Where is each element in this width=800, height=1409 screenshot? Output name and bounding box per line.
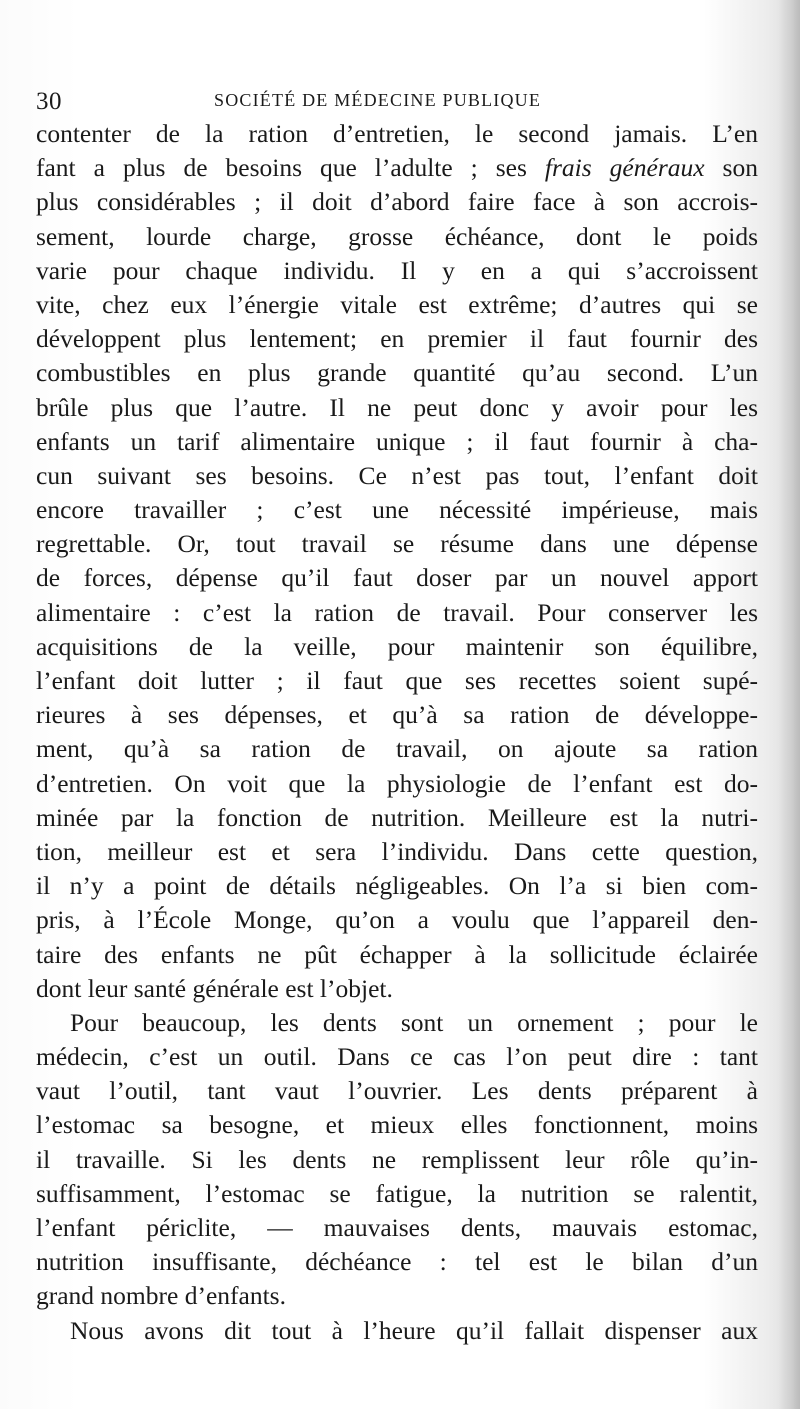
page-number: 30 <box>36 88 62 115</box>
text-line: sement, lourde charge, grosse échéance, dont le poids <box>36 221 758 251</box>
text-line: enfants un tarif alimentaire unique ; il faut fournir à cha- <box>36 426 758 456</box>
text-line: d’entretien. On voit que la physiologie de l’enfant est do- <box>36 768 758 798</box>
italic-phrase: frais généraux <box>544 153 705 183</box>
text-line: il travaille. Si les dents ne remplissent leur rôle qu’in- <box>36 1144 758 1174</box>
text-line: il n’y a point de détails négligeables. On l’a si bien com- <box>36 871 758 901</box>
text-line: varie pour chaque individu. Il y en a qui s’accroissent <box>36 255 758 285</box>
text-line: ment, qu’à sa ration de travail, on ajoute sa ration <box>36 734 758 764</box>
page-header <box>36 86 756 116</box>
text-line: cun suivant ses besoins. Ce n’est pas tout, l’enfant doit <box>36 460 758 490</box>
text-line <box>36 151 758 185</box>
text-line: minée par la fonction de nutrition. Meilleure est la nutri- <box>36 802 758 832</box>
text-line: médecin, c’est un outil. Dans ce cas l’on peut dire : tant <box>36 1042 758 1072</box>
text-line: l’enfant doit lutter ; il faut que ses recettes soient supé- <box>36 666 758 695</box>
text-line: alimentaire : c’est la ration de travail. Pour conserver les <box>36 597 758 627</box>
text-line: tion, meilleur est et sera l’individu. Dans cette question, <box>36 836 758 866</box>
text-line: encore travailler ; c’est une nécessité impérieuse, mais <box>36 495 758 525</box>
text-line: rieures à ses dépenses, et qu’à sa ration de développe- <box>36 700 758 730</box>
text-line: nutrition insuffisante, déchéance : tel est le bilan d’un <box>36 1247 758 1277</box>
text-line: combustibles en plus grande quantité qu’au second. L’un <box>36 358 758 388</box>
text-line: dont leur santé générale est l’objet. <box>36 973 393 1003</box>
text-line: pris, à l’École Monge, qu’on a voulu que l’appareil den- <box>36 905 758 935</box>
text-segment: son <box>704 153 758 183</box>
text-line: plus considérables ; il doit d’abord faire face à son accrois- <box>36 187 758 217</box>
text-line: acquisitions de la veille, pour maintenir son équilibre, <box>36 631 758 661</box>
text-line: contenter de la ration d’entretien, le second jamais. L’en <box>36 119 758 148</box>
running-head: SOCIÉTÉ DE MÉDECINE PUBLIQUE <box>214 90 542 110</box>
text-line: Pour beaucoup, les dents sont un ornement ; pour le <box>70 1007 758 1037</box>
text-line: vaut l’outil, tant vaut l’ouvrier. Les dents préparent à <box>36 1076 758 1106</box>
text-segment: fant a plus de besoins que l’adulte ; ses <box>36 153 545 183</box>
page-binding-shadow <box>778 0 800 1409</box>
text-line: de forces, dépense qu’il faut doser par un nouvel apport <box>36 563 758 593</box>
text-line: vite, chez eux l’énergie vitale est extrême; d’autres qui se <box>36 289 758 319</box>
text-line: l’estomac sa besogne, et mieux elles fonctionnent, moins <box>36 1110 758 1140</box>
text-line: regrettable. Or, tout travail se résume dans une dépense <box>36 529 758 559</box>
text-line: suffisamment, l’estomac se fatigue, la nutrition se ralentit, <box>36 1178 758 1208</box>
text-line: grand nombre d’enfants. <box>36 1281 286 1311</box>
text-line: Nous avons dit tout à l’heure qu’il fallait dispenser aux <box>70 1315 758 1345</box>
text-line: brûle plus que l’autre. Il ne peut donc y avoir pour les <box>36 392 758 422</box>
body-text <box>36 117 758 1348</box>
text-line: taire des enfants ne pût échapper à la sollicitude éclairée <box>36 939 758 969</box>
text-line: développent plus lentement; en premier il faut fournir des <box>36 324 758 354</box>
text-line: l’enfant périclite, — mauvaises dents, mauvais estomac, <box>36 1213 758 1242</box>
